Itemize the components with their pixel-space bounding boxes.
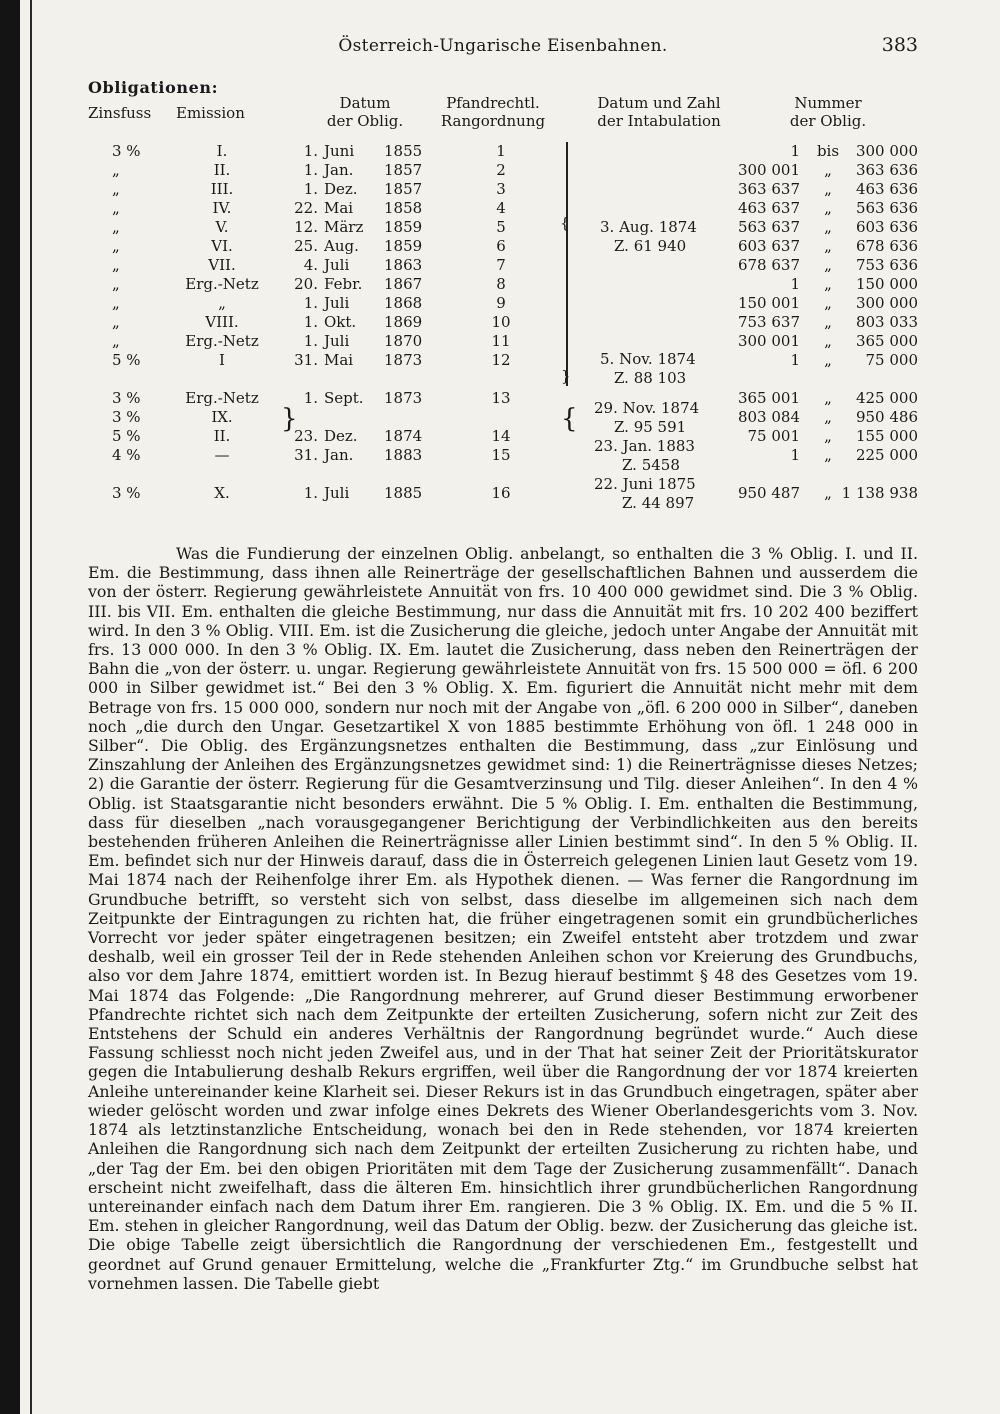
row-datum-month: Febr. bbox=[324, 275, 363, 293]
row-rangordnung: 9 bbox=[496, 294, 506, 312]
row-datum-month: Dez. bbox=[324, 180, 358, 198]
row-nummer-separator: „ bbox=[824, 199, 832, 217]
row-datum-month: Aug. bbox=[324, 237, 359, 255]
intab-note-1-number: Z. 61 940 bbox=[614, 237, 687, 255]
row-zinsfuss: „ bbox=[112, 294, 120, 312]
row-nummer-from: 1 bbox=[790, 142, 800, 160]
intab-note-5 bbox=[594, 475, 696, 513]
row-zinsfuss: „ bbox=[112, 161, 120, 179]
row-rangordnung: 15 bbox=[491, 446, 511, 464]
row-emission: Erg.-Netz bbox=[185, 389, 259, 407]
row-nummer-separator: „ bbox=[824, 446, 832, 464]
intab-brace-2: } bbox=[561, 367, 571, 385]
row-nummer-separator: bis bbox=[816, 142, 840, 160]
row-datum-day: 1. bbox=[303, 161, 318, 179]
header-zinsfuss: Zinsfuss bbox=[88, 104, 152, 122]
row-nummer-separator: „ bbox=[824, 313, 832, 331]
row-nummer-to: 365 000 bbox=[855, 332, 918, 350]
header-datum-line2: der Oblig. bbox=[326, 112, 404, 130]
row-nummer-separator: „ bbox=[824, 427, 832, 445]
row-nummer-to: 75 000 bbox=[865, 351, 918, 369]
intab-note-2-date: 5. Nov. 1874 bbox=[600, 350, 696, 368]
intab-note-2-number: Z. 88 103 bbox=[614, 369, 687, 387]
intab-note-1-date: 3. Aug. 1874 bbox=[600, 218, 697, 236]
header-rangordnung bbox=[432, 94, 554, 130]
row-nummer-to: 425 000 bbox=[855, 389, 918, 407]
row-zinsfuss: 5 % bbox=[112, 427, 141, 445]
row-nummer-to: 753 636 bbox=[855, 256, 918, 274]
scan-edge-line bbox=[30, 0, 32, 1414]
header-rang-line1: Pfandrechtl. bbox=[446, 94, 540, 112]
row-nummer-from: 1 bbox=[790, 351, 800, 369]
row-nummer-separator: „ bbox=[824, 484, 832, 502]
row-datum-month: Jan. bbox=[324, 161, 354, 179]
row-nummer-from: 150 001 bbox=[737, 294, 800, 312]
row-datum-month: Juli bbox=[324, 332, 350, 350]
row-zinsfuss: „ bbox=[112, 218, 120, 236]
row-datum-day: 1. bbox=[303, 332, 318, 350]
row-datum-month: Sept. bbox=[324, 389, 364, 407]
intab-rule-1 bbox=[566, 142, 568, 374]
row-datum-year: 1857 bbox=[384, 161, 423, 179]
intab-note-4-date: 23. Jan. 1883 bbox=[594, 437, 695, 455]
row-nummer-to: 150 000 bbox=[855, 275, 918, 293]
row-nummer-separator: „ bbox=[824, 351, 832, 369]
row-emission: I bbox=[219, 351, 225, 369]
row-zinsfuss: 4 % bbox=[112, 446, 141, 464]
row-datum-day: 1. bbox=[303, 294, 318, 312]
row-rangordnung: 12 bbox=[491, 351, 511, 369]
row-datum-day: 31. bbox=[294, 351, 318, 369]
row-datum-year: 1857 bbox=[384, 180, 423, 198]
row-nummer-separator: „ bbox=[824, 294, 832, 312]
row-zinsfuss: „ bbox=[112, 256, 120, 274]
row-rangordnung: 11 bbox=[491, 332, 511, 350]
row-nummer-separator: „ bbox=[824, 332, 832, 350]
row-datum-year: 1859 bbox=[384, 237, 423, 255]
row-nummer-separator: „ bbox=[824, 218, 832, 236]
row-rangordnung: 5 bbox=[496, 218, 506, 236]
section-label: Obligationen: bbox=[88, 78, 219, 97]
running-head bbox=[88, 32, 918, 60]
row-nummer-separator: „ bbox=[824, 161, 832, 179]
row-emission: VII. bbox=[208, 256, 236, 274]
row-nummer-from: 678 637 bbox=[737, 256, 800, 274]
row-rangordnung: 10 bbox=[491, 313, 511, 331]
row-zinsfuss: „ bbox=[112, 275, 120, 293]
row-datum-day: 31. bbox=[294, 446, 318, 464]
row-emission: — bbox=[214, 446, 230, 464]
row-emission: X. bbox=[214, 484, 230, 502]
row-nummer-from: 950 487 bbox=[737, 484, 800, 502]
header-nummer bbox=[778, 94, 878, 130]
row-datum-day: 1. bbox=[303, 389, 318, 407]
row-nummer-from: 363 637 bbox=[737, 180, 800, 198]
row-emission: I. bbox=[216, 142, 228, 160]
row-rangordnung: 4 bbox=[496, 199, 506, 217]
row-nummer-separator: „ bbox=[824, 256, 832, 274]
row-nummer-to: 803 033 bbox=[855, 313, 918, 331]
row-zinsfuss: 3 % bbox=[112, 408, 141, 426]
intab-note-3-date: 29. Nov. 1874 bbox=[594, 399, 700, 417]
row-nummer-from: 300 001 bbox=[737, 332, 800, 350]
row-rangordnung: 16 bbox=[491, 484, 511, 502]
row-zinsfuss: 3 % bbox=[112, 484, 141, 502]
row-nummer-to: 300 000 bbox=[855, 142, 918, 160]
row-datum-year: 1855 bbox=[384, 142, 423, 160]
running-head-title: Österreich-Ungarische Eisenbahnen. bbox=[338, 36, 668, 56]
header-rang-line2: Rangordnung bbox=[440, 112, 546, 130]
row-datum-day: 1. bbox=[303, 484, 318, 502]
row-datum-month: Mai bbox=[324, 351, 354, 369]
row-emission: „ bbox=[218, 294, 226, 312]
row-datum-year: 1885 bbox=[384, 484, 423, 502]
row-datum-year: 1883 bbox=[384, 446, 423, 464]
date-brace: } bbox=[281, 404, 298, 434]
intab-note-4-number: Z. 5458 bbox=[622, 456, 680, 474]
row-nummer-to: 1 138 938 bbox=[841, 484, 918, 502]
scan-edge-shadow bbox=[0, 0, 20, 1414]
row-emission: VI. bbox=[211, 237, 233, 255]
row-datum-month: Juni bbox=[324, 142, 355, 160]
row-emission: Erg.-Netz bbox=[185, 275, 259, 293]
row-datum-year: 1868 bbox=[384, 294, 423, 312]
row-emission: Erg.-Netz bbox=[185, 332, 259, 350]
row-datum-month: Juli bbox=[324, 256, 350, 274]
row-emission: V. bbox=[215, 218, 229, 236]
row-nummer-separator: „ bbox=[824, 237, 832, 255]
row-datum-day: 22. bbox=[294, 199, 318, 217]
row-nummer-separator: „ bbox=[824, 389, 832, 407]
intab-note-4 bbox=[594, 437, 695, 475]
row-datum-year: 1859 bbox=[384, 218, 423, 236]
row-nummer-from: 1 bbox=[790, 446, 800, 464]
row-nummer-from: 753 637 bbox=[737, 313, 800, 331]
row-nummer-to: 225 000 bbox=[855, 446, 918, 464]
row-datum-day: 1. bbox=[303, 313, 318, 331]
row-datum-year: 1873 bbox=[384, 389, 423, 407]
row-datum-day: 12. bbox=[294, 218, 318, 236]
row-nummer-to: 155 000 bbox=[855, 427, 918, 445]
row-nummer-from: 1 bbox=[790, 275, 800, 293]
row-nummer-to: 603 636 bbox=[855, 218, 918, 236]
row-nummer-to: 678 636 bbox=[855, 237, 918, 255]
intab-note-5-date: 22. Juni 1875 bbox=[594, 475, 696, 493]
row-datum-year: 1874 bbox=[384, 427, 423, 445]
row-nummer-from: 75 001 bbox=[747, 427, 800, 445]
row-zinsfuss: „ bbox=[112, 313, 120, 331]
document-page bbox=[88, 32, 918, 1293]
row-datum-month: Juli bbox=[324, 484, 350, 502]
row-nummer-from: 803 084 bbox=[737, 408, 800, 426]
row-rangordnung: 1 bbox=[496, 142, 506, 160]
row-rangordnung: 14 bbox=[491, 427, 511, 445]
intab-note-2 bbox=[600, 350, 696, 388]
row-nummer-from: 563 637 bbox=[737, 218, 800, 236]
row-nummer-from: 463 637 bbox=[737, 199, 800, 217]
intab-note-3 bbox=[594, 399, 699, 437]
row-zinsfuss: 3 % bbox=[112, 142, 141, 160]
intab-note-3-number: Z. 95 591 bbox=[614, 418, 687, 436]
row-emission: II. bbox=[213, 427, 231, 445]
row-zinsfuss: 5 % bbox=[112, 351, 141, 369]
header-nummer-line2: der Oblig. bbox=[789, 112, 867, 130]
header-datum bbox=[310, 94, 420, 130]
row-datum-day: 1. bbox=[303, 180, 318, 198]
body-paragraph: Was die Fundierung der einzelnen Oblig. anbelangt, so enthalten die 3 % Oblig. I. und II. Em. die Bestimmung, dass ihnen alle Reinerträge der gesellschaftlichen Bahnen und ausserdem die von der österr. Regierung gewährleistete Annuität von frs. 10 400 000 gewidmet sind. Die 3 % Oblig. III. bis VII. Em. enthalten die gleiche Bestimmung, nur dass die Annuität mit frs. 10 202 400 beziffert wird. In den 3 % Oblig. VIII. Em. ist die Zusicherung die gleiche, jedoch unter Angabe der Annuität mit frs. 13 000 000. In den 3 % Oblig. IX. Em. lautet die Zusicherung, dass neben den Reinerträgen der Bahn die „von der österr. u. ungar. Regierung gewährleistete Annuität von frs. 15 500 000 = öfl. 6 200 000 in Silber gewidmet ist.“ Bei den 3 % Oblig. X. Em. figuriert die Annuität nicht mehr mit dem Betrage von frs. 15 000 000, sondern nur noch mit der Angabe von „öfl. 6 200 000 in Silber“, daneben noch „die durch den Ungar. Gesetzartikel X von 1885 bestimmte Erhöhung von öfl. 1 248 000 in Silber“. Die Oblig. des Ergänzungsnetzes enthalten die Bestimmung, dass „zur Einlösung und Zinszahlung der Anleihen des Ergänzungsnetzes gewidmet sind: 1) die Reinerträgnisse dieses Netzes; 2) die Garantie der österr. Regierung für die Gesamtverzinsung und Tilg. dieser Anleihen“. In den 4 % Oblig. ist Staatsgarantie nicht besonders erwähnt. Die 5 % Oblig. I. Em. enthalten die Bestimmung, dass für dieselben „nach vorausgegangener Berichtigung der Verbindlichkeiten aus den bereits bestehenden früheren Anleihen die Reinerträgnisse aller Linien bestimmt sind“. In den 5 % Oblig. II. Em. befindet sich nur der Hinweis darauf, dass die in Österreich gelegenen Linien laut Gesetz vom 19. Mai 1874 nach der Reihenfolge ihrer Em. als Hypothek dienen. — Was ferner die Rangordnung im Grundbuche betrifft, so versteht sich von selbst, dass dieselbe im allgemeinen sich nach dem Zeitpunkte der Eintragungen zu richten hat, die früher eingetragenen somit ein grundbücherliches Vorrecht vor jeder später eingetragenen besitzen; ein Zweifel entsteht aber trotzdem und zwar deshalb, weil ein grosser Teil der in Rede stehenden Anleihen schon vor Kreierung des Grundbuchs, also vor dem Jahre 1874, emittiert worden ist. In Bezug hierauf bestimmt § 48 des Gesetzes vom 19. Mai 1874 das Folgende: „Die Rangordnung mehrerer, auf Grund dieser Bestimmung erworbener Pfandrechte richtet sich nach dem Zeitpunkte der erteilten Zusicherung, sofern nicht zur Zeit des Entstehens der Schuld ein anderes Verhältnis der Rangordnung begründet wurde.“ Auch diese Fassung schliesst noch nicht jeden Zweifel aus, und in der That hat seiner Zeit der Prioritätskurator gegen die Intabulierung deshalb Rekurs ergriffen, weil über die Rangordnung der vor 1874 kreierten Anleihe untereinander keine Klarheit sei. Dieser Rekurs ist in das Grundbuch eingetragen, später aber wieder gelöscht worden und zwar infolge eines Dekrets des Wiener Oberlandesgerichts vom 3. Nov. 1874 als letztinstanzliche Entscheidung, wonach bei den in Rede stehenden, vor 1874 kreierten Anleihen die Rangordnung sich nach dem Zeitpunkt der erteilten Zusicherung zu richten habe, und „der Tag der Em. bei den obigen Prioritäten mit dem Tage der Zusicherung zusammenfällt“. Danach erscheint nicht zweifelhaft, dass die älteren Em. hinsichtlich ihrer grundbücherlichen Rangordnung untereinander einfach nach dem Datum ihrer Em. rangieren. Die 3 % Oblig. IX. Em. und die 5 % II. Em. stehen in gleicher Rangordnung, weil das Datum der Oblig. bezw. der Zusicherung das gleiche ist. Die obige Tabelle zeigt übersichtlich die Rangordnung der verschiedenen Em., festgestellt und geordnet auf Grund genauer Ermittelung, welche die „Frankfurter Ztg.“ im Grundbuche selbst hat vornehmen lassen. Die Tabelle giebt bbox=[88, 544, 918, 1293]
row-rangordnung: 2 bbox=[496, 161, 506, 179]
header-intabulation bbox=[584, 94, 734, 130]
row-nummer-separator: „ bbox=[824, 180, 832, 198]
row-nummer-from: 365 001 bbox=[737, 389, 800, 407]
body-text bbox=[88, 544, 918, 1293]
header-intab-line2: der Intabulation bbox=[597, 112, 721, 130]
row-rangordnung: 3 bbox=[496, 180, 506, 198]
row-datum-year: 1869 bbox=[384, 313, 423, 331]
row-nummer-from: 603 637 bbox=[737, 237, 800, 255]
row-zinsfuss: „ bbox=[112, 199, 120, 217]
row-rangordnung: 6 bbox=[496, 237, 506, 255]
intab-note-1 bbox=[600, 218, 697, 256]
row-emission: II. bbox=[213, 161, 231, 179]
intab-brace-1: { bbox=[560, 214, 570, 232]
page-number: 383 bbox=[881, 34, 918, 56]
row-datum-day: 25. bbox=[294, 237, 318, 255]
row-zinsfuss: „ bbox=[112, 237, 120, 255]
row-datum-year: 1873 bbox=[384, 351, 423, 369]
row-datum-month: Dez. bbox=[324, 427, 358, 445]
row-nummer-to: 950 486 bbox=[855, 408, 918, 426]
row-datum-month: Jan. bbox=[324, 446, 354, 464]
row-emission: III. bbox=[210, 180, 234, 198]
intab-note-5-number: Z. 44 897 bbox=[622, 494, 695, 512]
row-datum-year: 1867 bbox=[384, 275, 423, 293]
row-zinsfuss: 3 % bbox=[112, 389, 141, 407]
row-datum-month: Juli bbox=[324, 294, 350, 312]
row-emission: IV. bbox=[212, 199, 232, 217]
row-datum-day: 23. bbox=[294, 427, 318, 445]
header-intab-line1: Datum und Zahl bbox=[597, 94, 721, 112]
row-nummer-from: 300 001 bbox=[737, 161, 800, 179]
row-rangordnung: 8 bbox=[496, 275, 506, 293]
row-datum-year: 1863 bbox=[384, 256, 423, 274]
row-nummer-to: 563 636 bbox=[855, 199, 918, 217]
header-emission: Emission bbox=[176, 104, 245, 122]
row-nummer-to: 300 000 bbox=[855, 294, 918, 312]
row-nummer-to: 463 636 bbox=[855, 180, 918, 198]
row-rangordnung: 13 bbox=[491, 389, 511, 407]
intab-brace-3: { bbox=[561, 404, 578, 434]
row-nummer-separator: „ bbox=[824, 275, 832, 293]
row-emission: VIII. bbox=[205, 313, 239, 331]
header-nummer-line1: Nummer bbox=[794, 94, 862, 112]
row-zinsfuss: „ bbox=[112, 180, 120, 198]
row-rangordnung: 7 bbox=[496, 256, 506, 274]
row-datum-month: März bbox=[324, 218, 364, 236]
row-datum-year: 1870 bbox=[384, 332, 423, 350]
row-datum-month: Okt. bbox=[324, 313, 357, 331]
row-datum-day: 4. bbox=[303, 256, 318, 274]
row-datum-month: Mai bbox=[324, 199, 354, 217]
row-emission: IX. bbox=[211, 408, 233, 426]
row-datum-year: 1858 bbox=[384, 199, 423, 217]
header-datum-line1: Datum bbox=[339, 94, 391, 112]
row-datum-day: 1. bbox=[303, 142, 318, 160]
row-nummer-separator: „ bbox=[824, 408, 832, 426]
row-datum-day: 20. bbox=[294, 275, 318, 293]
row-zinsfuss: „ bbox=[112, 332, 120, 350]
row-nummer-to: 363 636 bbox=[855, 161, 918, 179]
